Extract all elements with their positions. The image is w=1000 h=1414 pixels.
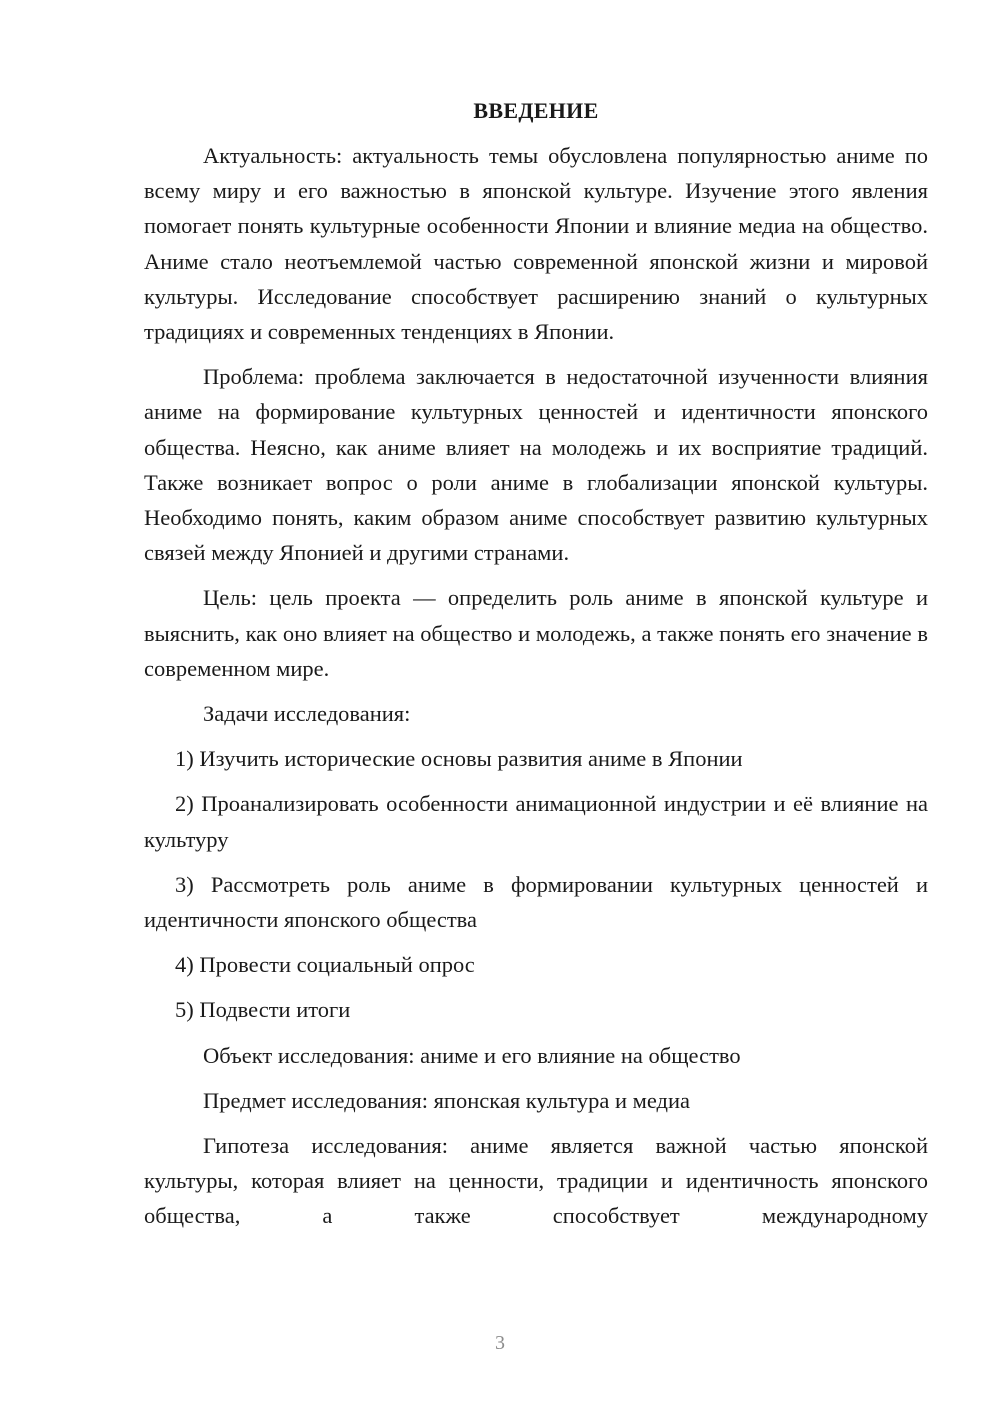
task-item-3: 3) Рассмотреть роль аниме в формировании культурных ценностей и идентичности японского общества <box>144 871 928 933</box>
task-item-5: 5) Подвести итоги <box>175 997 351 1023</box>
paragraph-goal: Цель: цель проекта — определить роль аниме в японской культуре и выяснить, как оно влияет на общество и молодежь, а также понять его значение в современном мире. <box>144 585 928 681</box>
page-title: ВВЕДЕНИЕ <box>473 98 599 123</box>
task-item-1: 1) Изучить исторические основы развития аниме в Японии <box>175 746 743 772</box>
paragraph-hypothesis: Гипотеза исследования: аниме является важной частью японской культуры, которая влияет на ценности, традиции и идентичность японского общества, а также способствует международному <box>144 1133 928 1229</box>
paragraph-relevance: Актуальность: актуальность темы обусловлена популярностью аниме по всему миру и его важностью в японской культуре. Изучение этого явления помогает понять культурные особенности Японии и влияние медиа на общество. Аниме стало неотъемлемой частью современной японской жизни и мировой культуры. Исследование способствует расширению знаний о культурных традициях и современных тенденциях в Японии. <box>144 143 928 345</box>
paragraph-object: Объект исследования: аниме и его влияние на общество <box>203 1042 741 1068</box>
paragraph-problem: Проблема: проблема заключается в недостаточной изученности влияния аниме на формирование культурных ценностей и идентичности японского общества. Неясно, как аниме влияет на молодежь и их восприятие традиций. Также возникает вопрос о роли аниме в глобализации японской культуры. Необходимо понять, каким образом аниме способствует развитию культурных связей между Японией и другими странами. <box>144 364 928 566</box>
task-item-4: 4) Провести социальный опрос <box>175 952 475 978</box>
paragraph-subject: Предмет исследования: японская культура и медиа <box>203 1087 691 1113</box>
page-number: 3 <box>495 1332 505 1354</box>
task-item-2: 2) Проанализировать особенности анимационной индустрии и её влияние на культуру <box>144 791 928 852</box>
page-content <box>144 93 928 1234</box>
tasks-title: Задачи исследования: <box>203 701 411 727</box>
